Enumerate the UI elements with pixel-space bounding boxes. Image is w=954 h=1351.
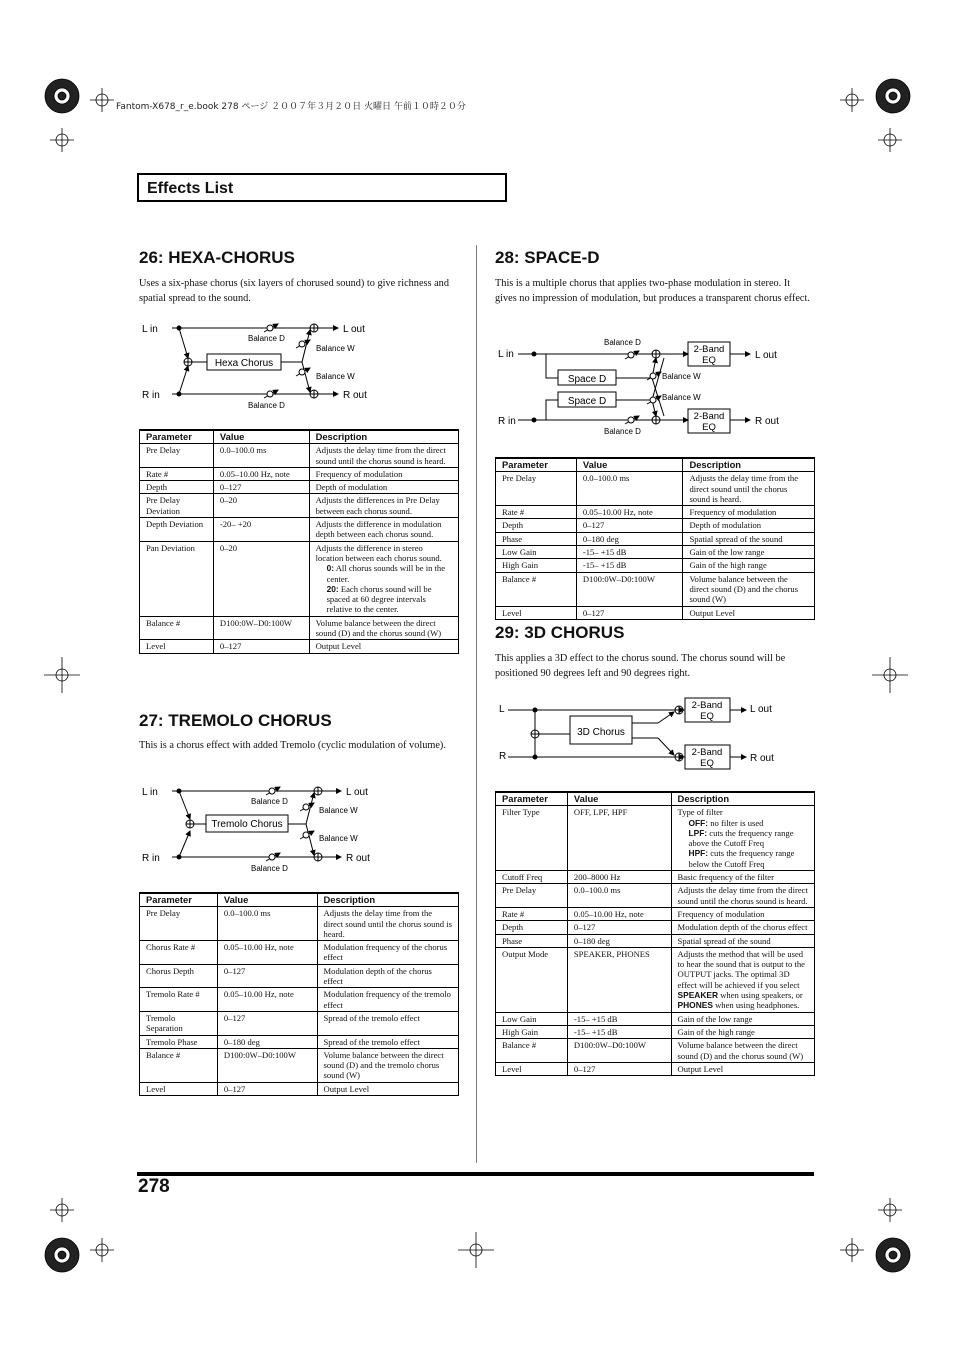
table-row [140,616,459,640]
table-row [496,559,815,572]
tremolo-title: 27: TREMOLO CHORUS [139,711,332,730]
section-title-box [137,173,507,202]
table-cell: Pre Delay [140,907,218,941]
tremolo-bal-d-top: Balance D [251,797,288,806]
table-cell: Gain of the high range [671,1025,814,1038]
table-row [496,921,815,934]
tremolo-l-out: L out [346,787,368,798]
table-row [140,494,459,518]
table-cell: Adjusts the method that will be used to hear the sound that is output to the OUTPUT jacks. The optimal 3D effect will be achieved if you select SPEAKER when using speakers, or PHONES when using headphones. [671,947,814,1012]
table-cell: 0–127 [217,964,317,988]
table-cell: Output Level [309,640,458,653]
hexa-r-in: R in [142,390,160,401]
table-cell: SPEAKER, PHONES [567,947,671,1012]
page-number: 278 [138,1176,170,1197]
hexa-box-label: Hexa Chorus [214,358,274,369]
table-cell: Tremolo Rate # [140,988,218,1012]
hexa-bal-d-top: Balance D [248,334,285,343]
col-header-value: Value [217,893,317,907]
table-cell: Spatial spread of the sound [671,934,814,947]
table-row [140,964,459,988]
hexa-diagram [138,318,458,413]
table-cell: 0.0–100.0 ms [576,472,683,506]
table-row [140,481,459,494]
table-row [140,518,459,542]
table-cell: Rate # [496,506,577,519]
table-cell: 0–180 deg [576,532,683,545]
hexa-bal-w-top: Balance W [316,344,355,353]
table-cell: Tremolo Separation [140,1011,218,1035]
table-cell: Gain of the high range [683,559,815,572]
tremolo-diagram [138,781,458,876]
table-row [496,907,815,920]
chorus3d-r-out: R out [750,753,774,764]
chorus3d-eq-bottom-2: EQ [700,758,714,769]
col-header-value: Value [567,792,671,806]
column-divider [476,245,477,1163]
table-cell: Adjusts the difference in modulation depth between each chorus sound. [309,518,458,542]
col-header-description: Description [317,893,458,907]
table-cell: Level [496,606,577,619]
table-cell: Phase [496,532,577,545]
table-cell: Adjusts the difference in stereo location between each chorus sound. 0: All chorus sounds will be in the center. 20: Each chorus sound will be spaced at 60 degree intervals relative to the center. [309,541,458,616]
table-row [140,1082,459,1095]
table-cell: Spread of the tremolo effect [317,1011,458,1035]
table-cell: Volume balance between the direct sound (D) and the chorus sound (W) [309,616,458,640]
table-cell: 0–180 deg [567,934,671,947]
table-cell: Balance # [140,1048,218,1082]
table-cell: 0–180 deg [217,1035,317,1048]
spaced-diagram [494,334,814,440]
hexa-r-out: R out [343,390,367,401]
table-row [140,444,459,468]
table-cell: 0.05–10.00 Hz, note [217,988,317,1012]
table-row [496,806,815,871]
table-cell: Rate # [496,907,568,920]
table-cell: D100:0W–D0:100W [213,616,309,640]
table-cell: -15– +15 dB [576,546,683,559]
col-header-parameter: Parameter [140,430,214,444]
spaced-eq-top-1: 2-Band [693,344,725,355]
table-cell: Volume balance between the direct sound (D) and the tremolo chorus sound (W) [317,1048,458,1082]
col-header-parameter: Parameter [140,893,218,907]
table-cell: 0–20 [213,494,309,518]
table-cell: D100:0W–D0:100W [576,572,683,606]
table-cell: Level [140,1082,218,1095]
spaced-r-in: R in [498,416,516,427]
col-header-description: Description [671,792,814,806]
table-cell: Pre Delay [496,472,577,506]
table-row [140,1048,459,1082]
table-cell: Depth Deviation [140,518,214,542]
table-row [140,467,459,480]
table-cell: 0.0–100.0 ms [567,884,671,908]
table-cell: Chorus Rate # [140,941,218,965]
table-cell: Pan Deviation [140,541,214,616]
tremolo-bal-w-top: Balance W [319,806,358,815]
table-cell: High Gain [496,1025,568,1038]
table-cell: Volume balance between the direct sound (D) and the chorus sound (W) [683,572,815,606]
table-cell: Type of filter OFF: no filter is used LPF: cuts the frequency range above the Cutoff Freq HPF: cuts the frequency range below the Cutoff Freq [671,806,814,871]
tremolo-bal-d-bottom: Balance D [251,864,288,873]
table-cell: Low Gain [496,546,577,559]
chorus3d-eq-top-2: EQ [700,711,714,722]
table-cell: Depth [140,481,214,494]
col-header-parameter: Parameter [496,458,577,472]
table-cell: D100:0W–D0:100W [217,1048,317,1082]
chorus3d-r: R [499,751,507,762]
table-row [496,606,815,619]
chorus3d-eq-top-1: 2-Band [691,700,723,711]
table-row [496,871,815,884]
table-cell: Output Level [671,1062,814,1075]
chorus3d-box-label: 3D Chorus [577,727,625,738]
table-cell: Pre Delay [496,884,568,908]
col-header-description: Description [309,430,458,444]
table-cell: 0.05–10.00 Hz, note [213,467,309,480]
chorus3d-diagram [494,695,814,775]
col-header-value: Value [213,430,309,444]
table-row [496,1062,815,1075]
spaced-bal-w-top: Balance W [662,372,701,381]
table-row [496,546,815,559]
table-cell: Output Level [683,606,815,619]
table-cell: Modulation frequency of the tremolo effect [317,988,458,1012]
table-cell: Chorus Depth [140,964,218,988]
table-cell: Level [140,640,214,653]
hexa-param-table [139,429,459,654]
table-cell: -15– +15 dB [567,1012,671,1025]
table-cell: 0.05–10.00 Hz, note [576,506,683,519]
table-cell: Phase [496,934,568,947]
table-row [496,519,815,532]
table-cell: Frequency of modulation [309,467,458,480]
col-header-value: Value [576,458,683,472]
hexa-bal-w-bottom: Balance W [316,372,355,381]
section-title: Effects List [147,180,234,197]
table-cell: Balance # [496,572,577,606]
table-cell: 0–127 [576,519,683,532]
spaced-bal-d-top: Balance D [604,338,641,347]
spaced-l-in: L in [498,349,514,360]
table-row [140,1035,459,1048]
hexa-l-in: L in [142,324,158,335]
chorus3d-param-table [495,791,815,1076]
table-cell: High Gain [496,559,577,572]
hexa-title: 26: HEXA-CHORUS [139,248,295,267]
tremolo-box-label: Tremolo Chorus [211,819,283,830]
table-row [140,541,459,616]
chorus3d-l: L [499,704,505,715]
table-row [140,640,459,653]
table-cell: Basic frequency of the filter [671,871,814,884]
table-cell: Gain of the low range [683,546,815,559]
table-cell: 0–127 [213,640,309,653]
table-cell: Tremolo Phase [140,1035,218,1048]
spaced-intro: This is a multiple chorus that applies two-phase modulation in stereo. It gives no impression of modulation, but produces a transparent chorus effect. [495,278,810,305]
table-cell: Modulation frequency of the chorus effect [317,941,458,965]
file-header: Fantom-X678_r_e.book 278 ページ ２００７年３月２０日 火曜日 午前１０時２０分 [116,102,466,112]
table-cell: Balance # [496,1039,568,1063]
table-cell: -15– +15 dB [576,559,683,572]
table-cell: Depth [496,519,577,532]
table-row [496,532,815,545]
table-cell: Balance # [140,616,214,640]
table-row [496,572,815,606]
spaced-r-out: R out [755,416,779,427]
tremolo-intro: This is a chorus effect with added Tremolo (cyclic modulation of volume). [139,740,446,751]
tremolo-bal-w-bottom: Balance W [319,834,358,843]
table-cell: OFF, LPF, HPF [567,806,671,871]
spaced-box-label-top: Space D [567,374,607,385]
table-cell: Adjusts the delay time from the direct sound until the chorus sound is heard. [671,884,814,908]
tremolo-r-in: R in [142,853,160,864]
table-cell: Depth of modulation [309,481,458,494]
table-cell: Adjusts the delay time from the direct sound until the chorus sound is heard. [683,472,815,506]
spaced-eq-top-2: EQ [702,355,716,366]
table-cell: Pre Delay [140,444,214,468]
table-cell: 0–127 [567,921,671,934]
table-row [496,1025,815,1038]
table-row [140,1011,459,1035]
table-cell: Low Gain [496,1012,568,1025]
spaced-eq-bottom-2: EQ [702,422,716,433]
table-cell: Cutoff Freq [496,871,568,884]
table-cell: D100:0W–D0:100W [567,1039,671,1063]
table-cell: 0–127 [576,606,683,619]
col-header-description: Description [683,458,815,472]
table-row [140,988,459,1012]
tremolo-param-table [139,892,459,1096]
table-row [496,884,815,908]
table-cell: Gain of the low range [671,1012,814,1025]
table-cell: 0–20 [213,541,309,616]
table-cell: Adjusts the differences in Pre Delay between each chorus sound. [309,494,458,518]
spaced-param-table [495,457,815,620]
table-cell: 0–127 [217,1011,317,1035]
table-cell: Filter Type [496,806,568,871]
chorus3d-title: 29: 3D CHORUS [495,623,625,642]
table-cell: Output Mode [496,947,568,1012]
table-cell: Output Level [317,1082,458,1095]
table-cell: Depth of modulation [683,519,815,532]
hexa-intro: Uses a six-phase chorus (six layers of chorused sound) to give richness and spatial spread to the sound. [139,278,449,305]
table-cell: 0–127 [217,1082,317,1095]
table-cell: Rate # [140,467,214,480]
table-cell: -15– +15 dB [567,1025,671,1038]
spaced-title: 28: SPACE-D [495,248,600,267]
table-cell: Depth [496,921,568,934]
chorus3d-l-out: L out [750,704,772,715]
table-row [496,1039,815,1063]
table-cell: Level [496,1062,568,1075]
spaced-box-label-bottom: Space D [567,396,607,407]
table-cell: 0–127 [213,481,309,494]
table-cell: 0–127 [567,1062,671,1075]
spaced-l-out: L out [755,350,777,361]
table-cell: -20– +20 [213,518,309,542]
chorus3d-intro: This applies a 3D effect to the chorus sound. The chorus sound will be positioned 90 degrees left and 90 degrees right. [495,653,786,680]
table-cell: Volume balance between the direct sound (D) and the chorus sound (W) [671,1039,814,1063]
tremolo-l-in: L in [142,787,158,798]
hexa-l-out: L out [343,324,365,335]
table-cell: Spatial spread of the sound [683,532,815,545]
table-row [496,947,815,1012]
table-cell: Frequency of modulation [683,506,815,519]
table-cell: Modulation depth of the chorus effect [317,964,458,988]
table-cell: Adjusts the delay time from the direct sound until the chorus sound is heard. [317,907,458,941]
table-cell: Frequency of modulation [671,907,814,920]
tremolo-r-out: R out [346,853,370,864]
table-row [496,934,815,947]
table-cell: Modulation depth of the chorus effect [671,921,814,934]
col-header-parameter: Parameter [496,792,568,806]
table-row [496,506,815,519]
spaced-eq-bottom-1: 2-Band [693,411,725,422]
spaced-bal-w-bottom: Balance W [662,393,701,402]
footer-rule [137,1172,814,1176]
table-row [140,907,459,941]
table-cell: 200–8000 Hz [567,871,671,884]
table-cell: Spread of the tremolo effect [317,1035,458,1048]
table-cell: Pre Delay Deviation [140,494,214,518]
table-row [496,472,815,506]
table-cell: 0.05–10.00 Hz, note [217,941,317,965]
spaced-bal-d-bottom: Balance D [604,427,641,436]
chorus3d-eq-bottom-1: 2-Band [691,747,723,758]
table-row [496,1012,815,1025]
table-row [140,941,459,965]
hexa-bal-d-bottom: Balance D [248,401,285,410]
table-cell: 0.05–10.00 Hz, note [567,907,671,920]
table-cell: 0.0–100.0 ms [217,907,317,941]
table-cell: Adjusts the delay time from the direct sound until the chorus sound is heard. [309,444,458,468]
table-cell: 0.0–100.0 ms [213,444,309,468]
